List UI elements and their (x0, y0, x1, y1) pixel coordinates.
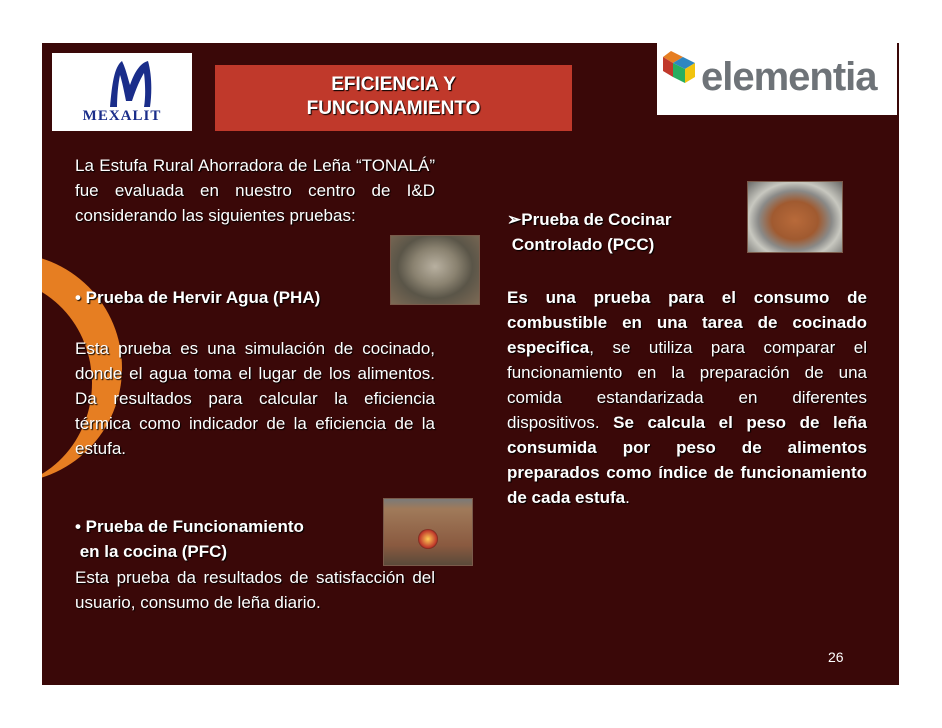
pha-paragraph: Esta prueba es una simulación de cocinado, donde el agua toma el lugar de los alimentos. Da resultados para calcular la eficiencia térmica como indicador de la eficiencia de la estufa. (75, 339, 435, 458)
pcc-paragraph (507, 285, 867, 510)
elementia-logo (657, 43, 897, 115)
page-title (215, 73, 572, 121)
pfc-paragraph: Esta prueba da resultados de satisfacción del usuario, consumo de leña diario. (75, 568, 435, 612)
pha-photo (390, 235, 480, 305)
pcc-bold-1: Es una prueba para el consumo de combustible en una tarea de cocinado especifica (507, 288, 867, 357)
pfc-heading-1: • Prueba de Funcionamiento (75, 517, 304, 536)
title-line-2: FUNCIONAMIENTO (306, 98, 481, 119)
pcc-bold-2: Se calcula el peso de leña consumida por peso de alimentos preparados como índice de funcionamiento de cada estufa (507, 413, 867, 507)
elementia-cube-icon (659, 49, 703, 93)
stove-fire-icon (418, 529, 438, 549)
mexalit-wordmark: MEXALIT (82, 108, 162, 124)
intro-paragraph: La Estufa Rural Ahorradora de Leña “TONALÁ” fue evaluada en nuestro centro de I&D considerando las siguientes pruebas: (75, 156, 435, 225)
slide (42, 43, 899, 685)
mexalit-m-icon (52, 55, 192, 115)
title-line-1: EFICIENCIA Y (331, 74, 456, 95)
mexalit-logo (52, 53, 192, 131)
title-banner (215, 65, 572, 131)
pcc-heading-2: Controlado (PCC) (507, 235, 655, 254)
pcc-photo (747, 181, 843, 253)
pha-heading: • Prueba de Hervir Agua (PHA) (75, 288, 321, 307)
pcc-normal: , se utiliza para comparar el funcionamiento en la preparación de una comida estandarizada en diferentes dispositivos. (507, 338, 867, 432)
pcc-end: . (625, 488, 630, 507)
pcc-heading-1: ➢Prueba de Cocinar (507, 210, 672, 229)
pfc-heading-2: en la cocina (PFC) (75, 542, 228, 561)
elementia-wordmark: elementia (701, 55, 877, 99)
pfc-photo (383, 498, 473, 566)
page-number: 26 (828, 649, 844, 665)
